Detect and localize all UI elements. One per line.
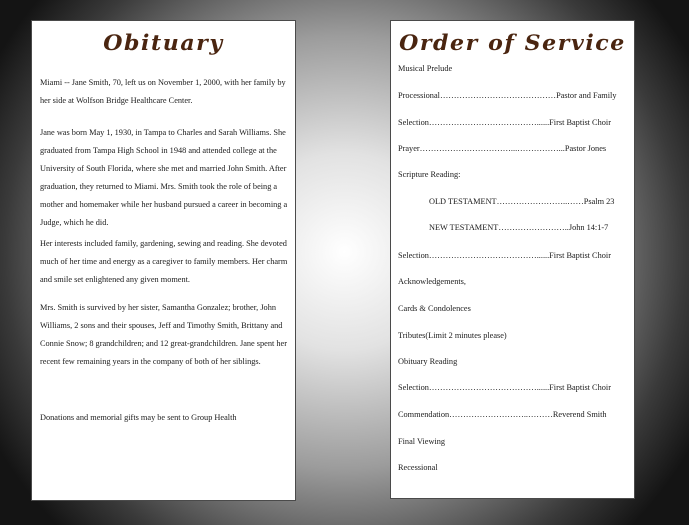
service-item: Musical Prelude bbox=[398, 64, 453, 73]
obituary-paragraph: Miami -- Jane Smith, 70, left us on November 1, 2000, with her family by her side at Wolfson Bridge Healthcare Center. bbox=[40, 78, 286, 105]
order-of-service-title: Order of Service bbox=[399, 30, 626, 55]
obituary-panel bbox=[31, 20, 296, 501]
order-of-service-panel bbox=[390, 20, 635, 499]
service-item: Recessional bbox=[398, 463, 438, 472]
obituary-paragraph: Donations and memorial gifts may be sent to Group Health bbox=[40, 413, 237, 422]
service-item: Scripture Reading: bbox=[398, 170, 461, 179]
service-item: Tributes(Limit 2 minutes please) bbox=[398, 331, 507, 340]
service-item: Commendation………………………..………Reverend Smith bbox=[398, 410, 607, 419]
service-item: Selection…………………………………......First Baptist Choir bbox=[398, 118, 611, 127]
service-item: Final Viewing bbox=[398, 437, 446, 446]
service-item: Selection…………………………………......First Baptist Choir bbox=[398, 251, 611, 260]
service-item: Obituary Reading bbox=[398, 357, 458, 366]
service-item: Processional……………………………………Pastor and Family bbox=[398, 91, 617, 100]
obituary-paragraph: Her interests included family, gardening, sewing and reading. She devoted much of her time and energy as a caregiver to family members. Her charm and smile set enlightened any given moment. bbox=[40, 239, 288, 284]
service-item: OLD TESTAMENT……………………..……Psalm 23 bbox=[429, 197, 615, 206]
service-item: Acknowledgements, bbox=[398, 277, 466, 286]
service-item: Selection…………………………………......First Baptist Choir bbox=[398, 383, 611, 392]
obituary-title: Obituary bbox=[103, 30, 224, 55]
service-item: Prayer……………………………...……………...Pastor Jones bbox=[398, 144, 607, 153]
service-item: NEW TESTAMENT……………………..John 14:1-7 bbox=[429, 223, 609, 232]
service-item: Cards & Condolences bbox=[398, 304, 471, 313]
obituary-paragraph: Jane was born May 1, 1930, in Tampa to Charles and Sarah Williams. She graduated from Tampa High School in 1948 and attended college at the University of South Florida, where she met and married John Smith. After graduation, they returned to Miami. Mrs. Smith took the role of being a mother and homemaker while her husband pursued a career in becoming a Judge, which he did. bbox=[40, 128, 288, 227]
obituary-paragraph: Mrs. Smith is survived by her sister, Samantha Gonzalez; brother, John Williams, 2 sons and their spouses, Jeff and Timothy Smith, Brittany and Connie Snow; 8 grandchildren; and 12 great-grandchildren. Jane spent her recent few remaining years in the company of both of her siblings. bbox=[40, 303, 287, 366]
